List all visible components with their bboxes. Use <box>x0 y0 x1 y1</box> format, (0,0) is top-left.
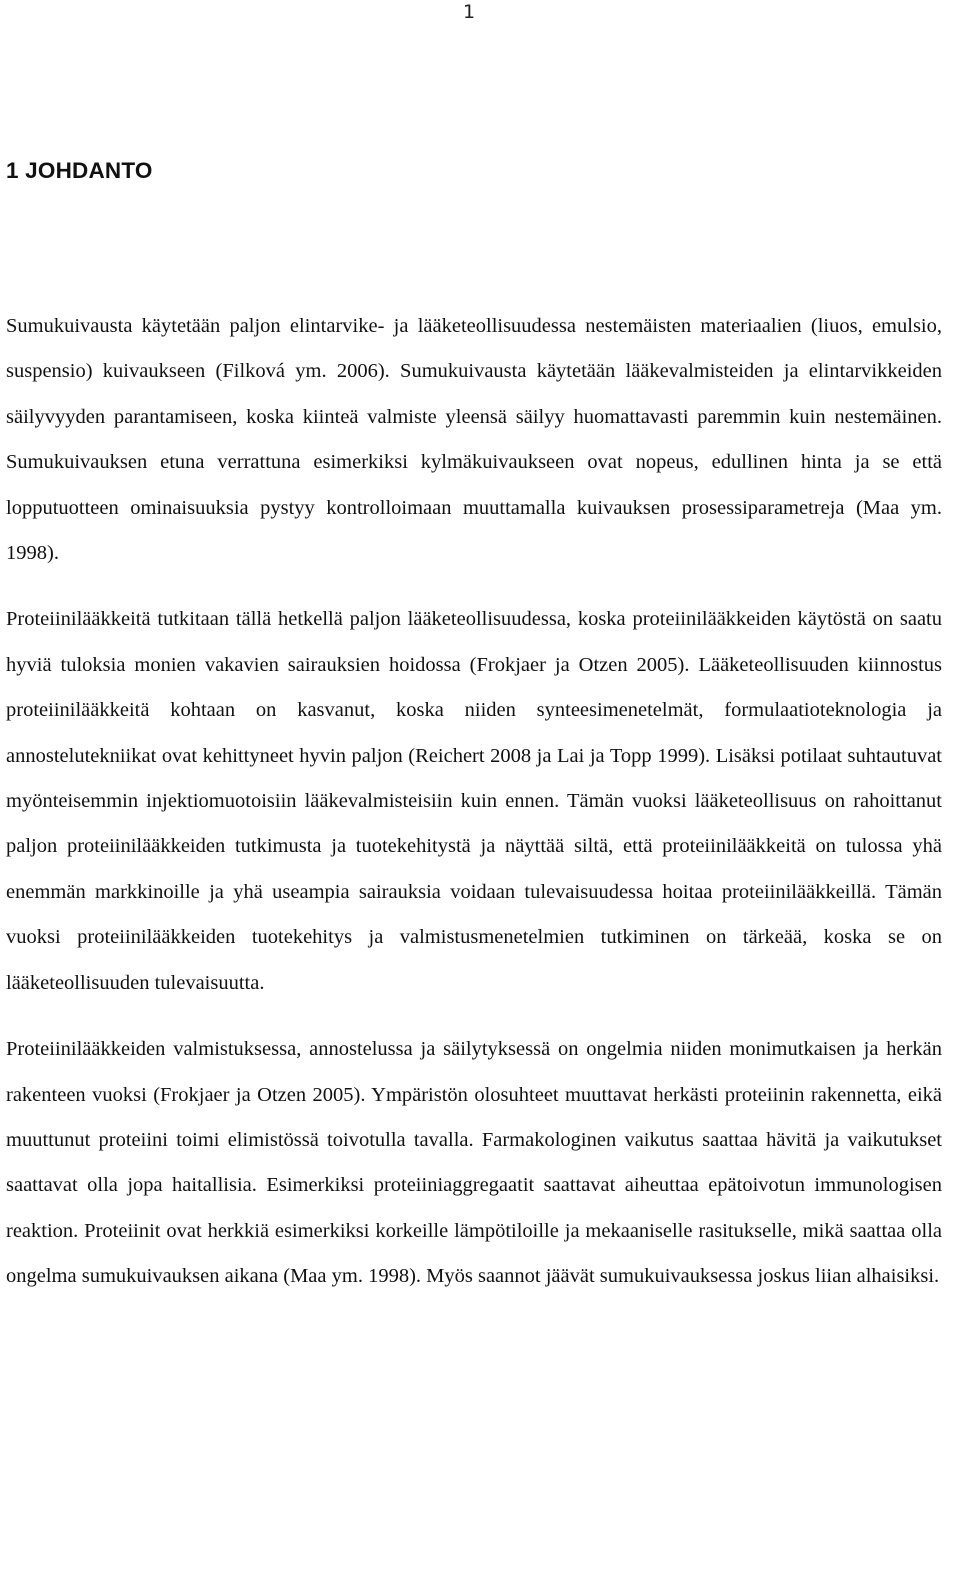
paragraph-2: Proteiinilääkkeitä tutkitaan tällä hetkellä paljon lääketeollisuudessa, koska proteiinilääkkeiden käytöstä on saatu hyviä tuloksia monien vakavien sairauksien hoidossa (Frokjaer ja Otzen 2005). Lääketeollisuuden kiinnostus proteiinilääkkeitä kohtaan on kasvanut, koska niiden synteesimenetelmät, formulaatioteknologia ja annostelutekniikat ovat kehittyneet hyvin paljon (Reichert 2008 ja Lai ja Topp 1999). Lisäksi potilaat suhtautuvat myönteisemmin injektiomuotoisiin lääkevalmisteisiin kuin ennen. Tämän vuoksi lääketeollisuus on rahoittanut paljon proteiinilääkkeiden tutkimusta ja tuotekehitystä ja näyttää siltä, että proteiinilääkkeitä on tulossa yhä enemmän markkinoille ja yhä useampia sairauksia voidaan tulevaisuudessa hoitaa proteiinilääkkeillä. Tämän vuoksi proteiinilääkkeiden tuotekehitys ja valmistusmenetelmien tutkiminen on tärkeää, koska se on lääketeollisuuden tulevaisuutta. <box>6 608 942 994</box>
body-text <box>6 304 942 1300</box>
paragraph-1: Sumukuivausta käytetään paljon elintarvike- ja lääketeollisuudessa nestemäisten materiaalien (liuos, emulsio, suspensio) kuivaukseen (Filková ym. 2006). Sumukuivausta käytetään lääkevalmisteiden ja elintarvikkeiden säilyvyyden parantamiseen, koska kiinteä valmiste yleensä säilyy huomattavasti paremmin kuin nestemäinen. Sumukuivauksen etuna verrattuna esimerkiksi kylmäkuivaukseen ovat nopeus, edullinen hinta ja se että lopputuotteen ominaisuuksia pystyy kontrolloimaan muuttamalla kuivauksen prosessiparametreja (Maa ym. 1998). <box>6 315 942 565</box>
chapter-heading: 1 JOHDANTO <box>6 158 153 183</box>
paragraph-3: Proteiinilääkkeiden valmistuksessa, annostelussa ja säilytyksessä on ongelmia niiden monimutkaisen ja herkän rakenteen vuoksi (Frokjaer ja Otzen 2005). Ympäristön olosuhteet muuttavat herkästi proteiinin rakennetta, eikä muuttunut proteiini toimi elimistössä toivotulla tavalla. Farmakologinen vaikutus saattaa hävitä ja vaikutukset saattavat olla jopa haitallisia. Esimerkiksi proteiiniaggregaatit saattavat aiheuttaa epätoivotun immunologisen reaktion. Proteiinit ovat herkkiä esimerkiksi korkeille lämpötiloille ja mekaaniselle rasitukselle, mikä saattaa olla ongelma sumukuivauksen aikana (Maa ym. 1998). Myös saannot jäävät sumukuivauksessa joskus liian alhaisiksi. <box>6 1038 942 1288</box>
page-number: 1 <box>463 1 476 23</box>
